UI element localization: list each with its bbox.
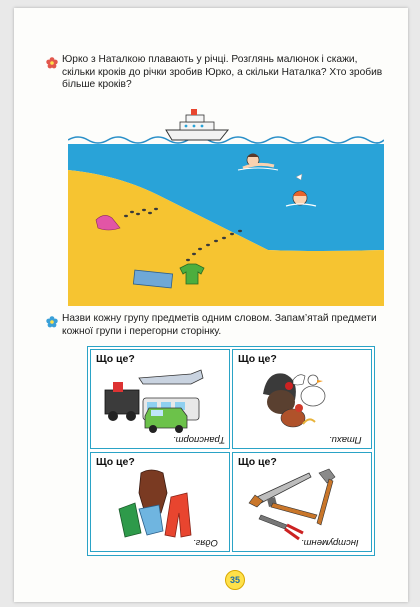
answer-upside-down: Інструмент. xyxy=(301,537,359,548)
blue-flower-icon xyxy=(46,316,58,328)
question-label: Що це? xyxy=(238,353,277,365)
page-number: 35 xyxy=(225,570,245,590)
task-2-text: Назви кожну групу предметів одним словом. Запам’ятай предмети кожної групи і перегорни сторінку. xyxy=(62,313,377,337)
transport-cell xyxy=(90,349,230,449)
river-beach-illustration xyxy=(68,100,384,306)
clothes-cell xyxy=(90,452,230,552)
answer-upside-down: Одяг. xyxy=(193,537,219,548)
task-1-text: Юрко з Наталкою плавають у річці. Розглянь малюнок і скажи, скільки кроків до річки зробив Юрко, а скільки Наталка? Хто зробив більше кроків? xyxy=(62,54,383,90)
picture-grid xyxy=(87,346,375,556)
answer-upside-down: Птахи. xyxy=(329,434,362,445)
textbook-page xyxy=(14,8,408,602)
red-flower-icon xyxy=(46,57,58,69)
birds-cell xyxy=(232,349,372,449)
boat-drawing xyxy=(166,109,228,140)
tools-cell xyxy=(232,452,372,552)
question-label: Що це? xyxy=(96,456,135,468)
question-label: Що це? xyxy=(96,353,135,365)
answer-upside-down: Транспорт. xyxy=(173,434,226,445)
question-label: Що це? xyxy=(238,456,277,468)
